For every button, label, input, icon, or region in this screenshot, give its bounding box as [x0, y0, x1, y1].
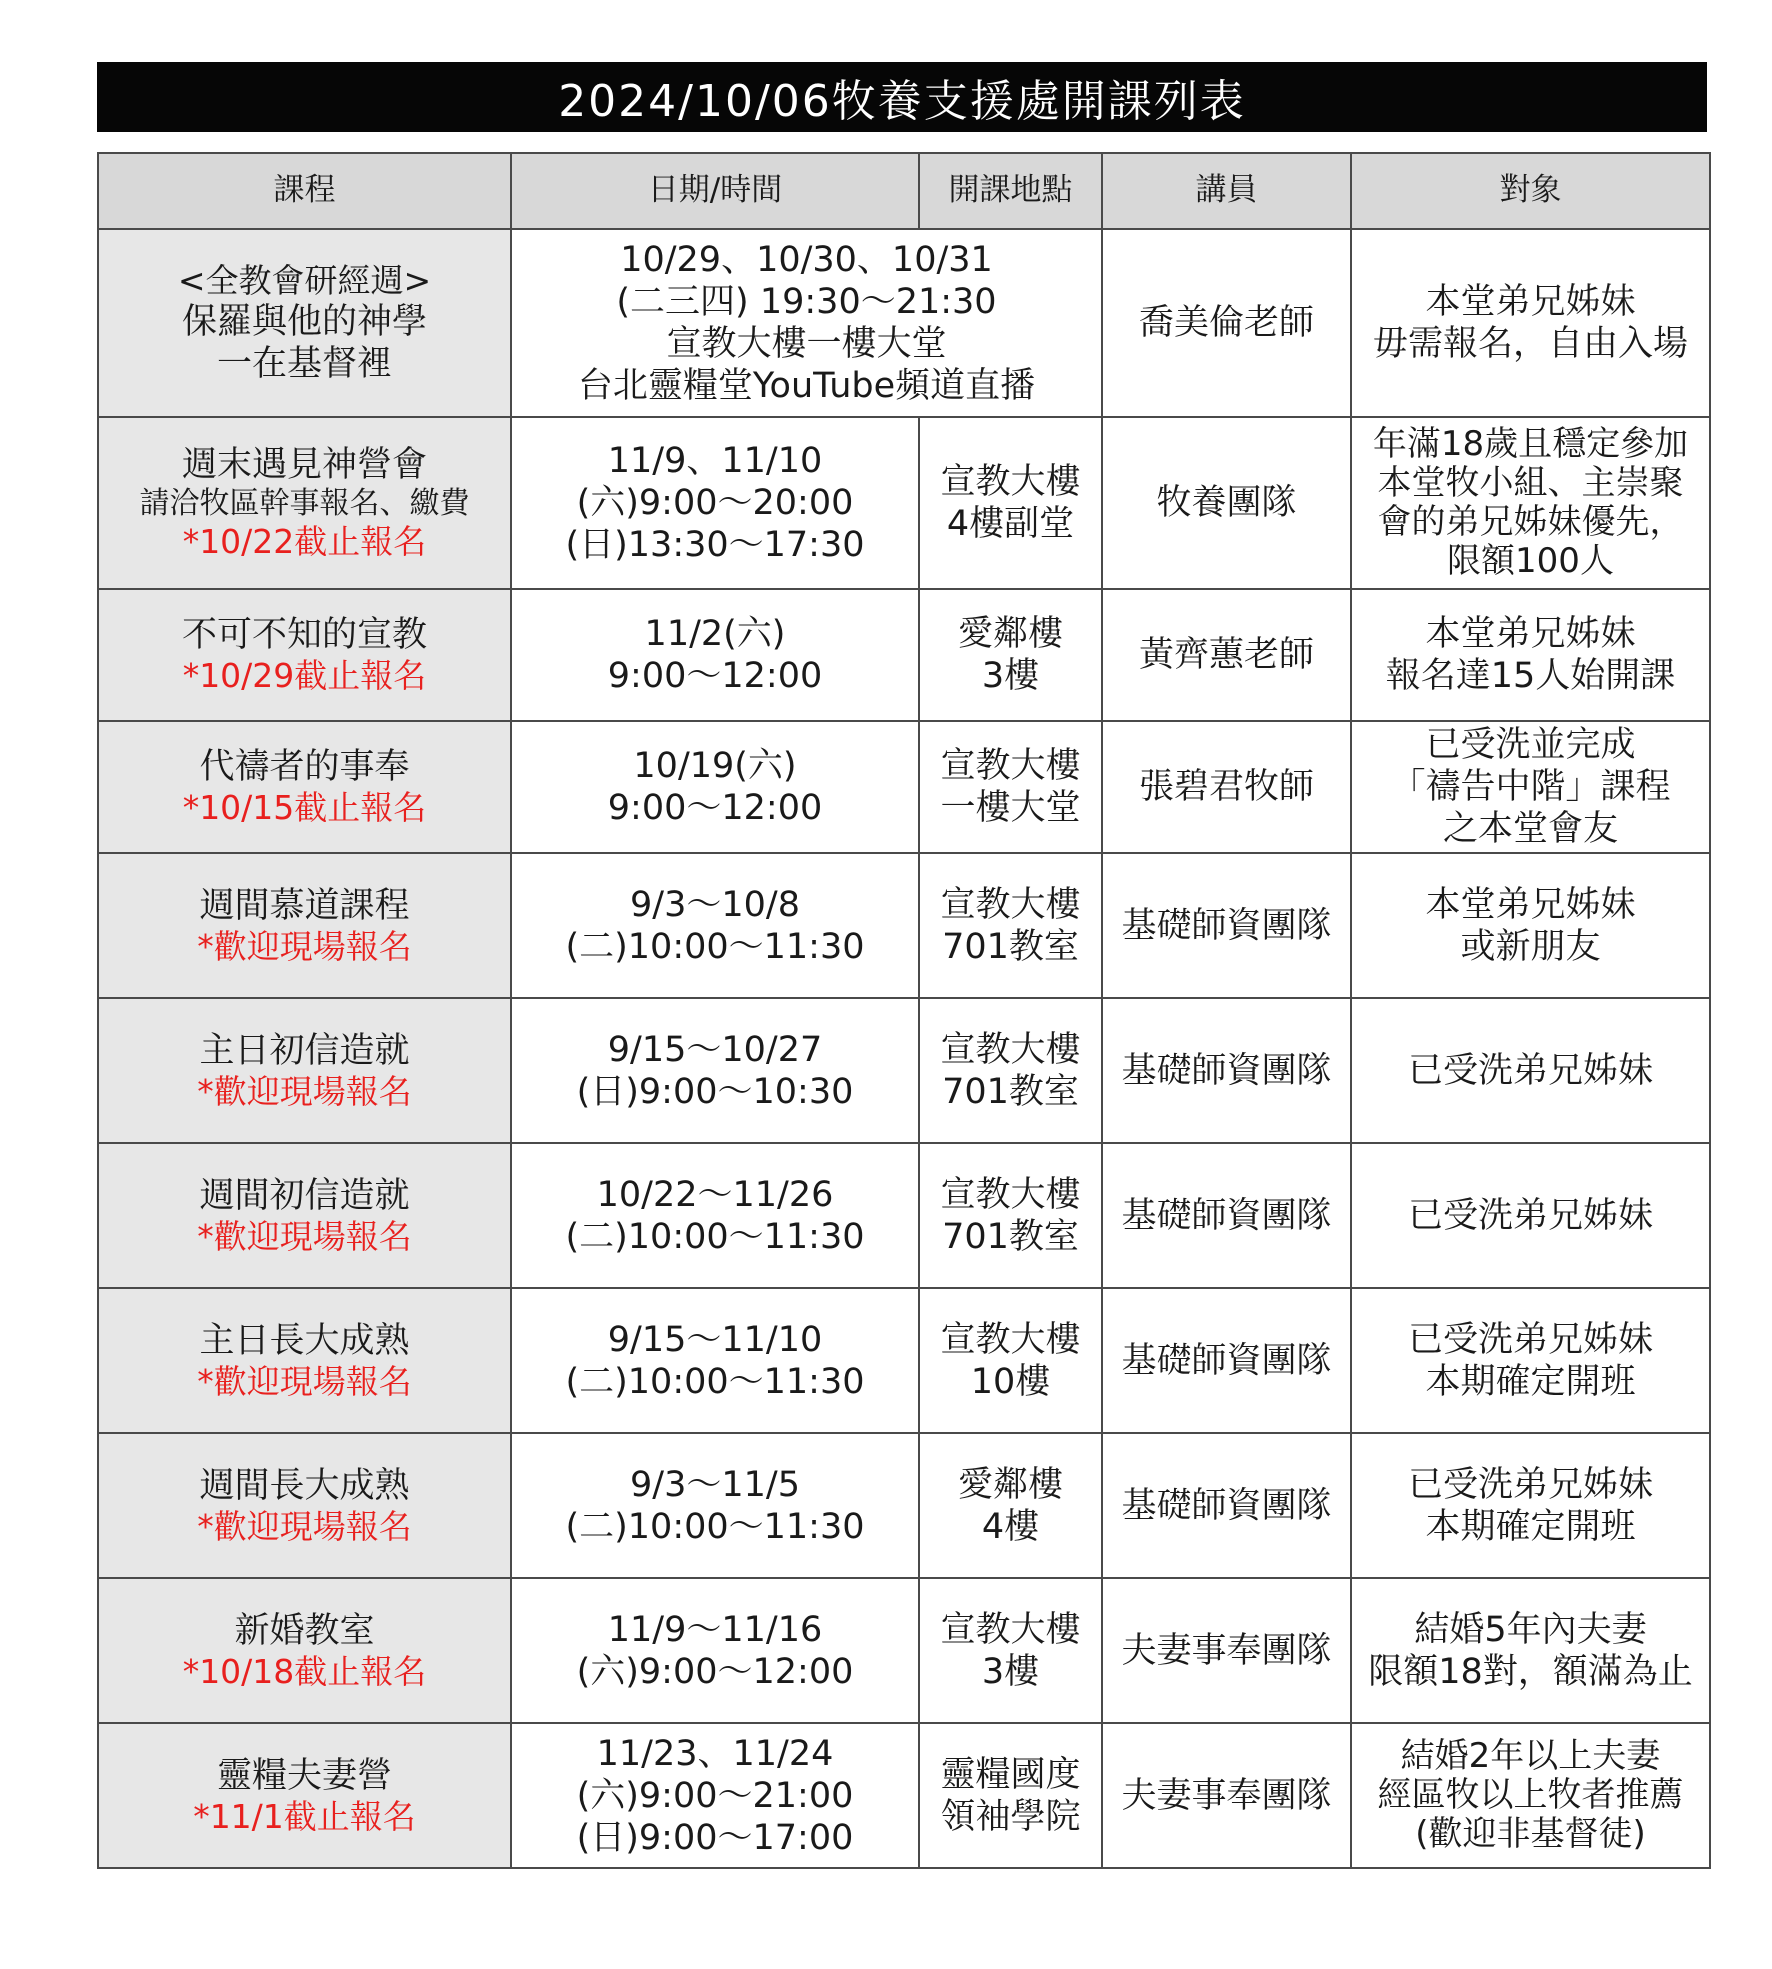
course-cell	[98, 417, 511, 589]
datetime-cell	[511, 417, 919, 589]
target-line: 本堂弟兄姊妹	[1425, 282, 1636, 322]
location-cell	[919, 417, 1102, 589]
table-header-row	[98, 153, 1710, 229]
datetime-cell	[511, 1578, 919, 1723]
course-cell	[98, 1288, 511, 1433]
location-cell	[919, 1288, 1102, 1433]
target-cell	[1351, 1578, 1710, 1723]
target-cell	[1351, 229, 1710, 417]
table-row	[98, 1578, 1710, 1723]
datetime-line: 9/15～11/10	[607, 1319, 823, 1360]
course-cell	[98, 589, 511, 721]
datetime-cell	[511, 1143, 919, 1288]
target-cell	[1351, 1433, 1710, 1578]
speaker-cell: 夫妻事奉團隊	[1102, 1723, 1351, 1868]
speaker-cell: 基礎師資團隊	[1102, 998, 1351, 1143]
speaker-cell: 黃齊蕙老師	[1102, 589, 1351, 721]
table-row	[98, 998, 1710, 1143]
datetime-line: 9/15～10/27	[607, 1029, 823, 1070]
datetime-line: 10/22～11/26	[596, 1174, 834, 1215]
datetime-line: (二)10:00～11:30	[565, 1506, 865, 1547]
datetime-line: (六)9:00～21:00	[576, 1775, 854, 1816]
datetime-line: 11/9、11/10	[607, 441, 823, 481]
table-row	[98, 1723, 1710, 1868]
course-cell	[98, 721, 511, 853]
location-line: 10樓	[970, 1361, 1051, 1402]
location-line: 宣教大樓	[940, 1029, 1081, 1070]
course-cell	[98, 998, 511, 1143]
location-cell	[919, 721, 1102, 853]
speaker-cell: 夫妻事奉團隊	[1102, 1578, 1351, 1723]
datetime-line: (六)9:00～12:00	[576, 1651, 854, 1692]
datetime-line: (日)9:00～10:30	[576, 1071, 854, 1112]
datetime-line: 宣教大樓一樓大堂	[666, 324, 947, 364]
location-line: 宣教大樓	[940, 1609, 1081, 1650]
course-cell	[98, 1433, 511, 1578]
datetime-cell	[511, 721, 919, 853]
course-cell	[98, 1578, 511, 1723]
deadline-note: *歡迎現場報名	[197, 926, 412, 966]
datetime-cell	[511, 229, 1102, 417]
target-line: 年滿18歲且穩定參加	[1372, 423, 1689, 464]
course-line: 週間慕道課程	[199, 885, 410, 926]
target-line: 本堂牧小組、主崇聚	[1377, 462, 1684, 503]
datetime-cell	[511, 853, 919, 998]
target-line: 本期確定開班	[1425, 1361, 1636, 1402]
location-cell	[919, 1723, 1102, 1868]
datetime-line: (六)9:00～20:00	[576, 483, 854, 523]
course-line: 週末遇見神營會	[181, 445, 427, 486]
speaker-cell: 牧養團隊	[1102, 417, 1351, 589]
course-line: 一在基督裡	[216, 343, 392, 384]
datetime-cell	[511, 998, 919, 1143]
header-speaker: 講員	[1102, 153, 1351, 229]
location-cell	[919, 1433, 1102, 1578]
datetime-line: (日)13:30～17:30	[565, 525, 865, 565]
datetime-line: 9/3～11/5	[630, 1464, 800, 1505]
speaker-cell: 喬美倫老師	[1102, 229, 1351, 417]
location-cell	[919, 1143, 1102, 1288]
speaker-cell: 基礎師資團隊	[1102, 853, 1351, 998]
course-line: 請洽牧區幹事報名、繳費	[139, 486, 470, 522]
datetime-line: 11/23、11/24	[596, 1733, 834, 1774]
course-line: 週間長大成熟	[199, 1465, 410, 1506]
course-line: 代禱者的事奉	[199, 747, 410, 788]
speaker-cell: 基礎師資團隊	[1102, 1143, 1351, 1288]
datetime-line: (日)9:00～17:00	[576, 1817, 854, 1858]
course-cell	[98, 853, 511, 998]
target-line: 已受洗弟兄姊妹	[1407, 1464, 1653, 1505]
target-cell	[1351, 1723, 1710, 1868]
deadline-note: *歡迎現場報名	[197, 1361, 412, 1401]
target-line: 限額18對，額滿為止	[1368, 1651, 1693, 1692]
table-row	[98, 853, 1710, 998]
datetime-line: (二)10:00～11:30	[565, 926, 865, 967]
target-cell	[1351, 1288, 1710, 1433]
datetime-line: 台北靈糧堂YouTube頻道直播	[577, 366, 1036, 406]
deadline-note: *10/18截止報名	[182, 1651, 427, 1691]
target-cell	[1351, 721, 1710, 853]
location-line: 愛鄰樓	[957, 1464, 1063, 1505]
target-line: 報名達15人始開課	[1385, 656, 1676, 696]
datetime-line: 10/29、10/30、10/31	[620, 240, 993, 280]
datetime-line: 11/9～11/16	[607, 1609, 823, 1650]
target-cell	[1351, 589, 1710, 721]
location-line: 靈糧國度	[940, 1754, 1081, 1795]
location-line: 愛鄰樓	[957, 614, 1063, 654]
location-line: 701教室	[942, 926, 1079, 967]
target-line: 本堂弟兄姊妹	[1425, 884, 1636, 925]
deadline-note: *11/1截止報名	[193, 1796, 416, 1836]
table-row	[98, 1433, 1710, 1578]
datetime-line: 9/3～10/8	[630, 884, 800, 925]
course-schedule-table	[97, 152, 1711, 1869]
table-row	[98, 589, 1710, 721]
header-course: 課程	[98, 153, 511, 229]
table-row	[98, 229, 1710, 417]
deadline-note: *10/29截止報名	[182, 656, 427, 696]
table-row	[98, 417, 1710, 589]
course-line: 主日初信造就	[199, 1030, 410, 1071]
course-line: 保羅與他的神學	[181, 301, 427, 342]
target-line: 本堂弟兄姊妹	[1425, 614, 1636, 654]
speaker-cell: 基礎師資團隊	[1102, 1288, 1351, 1433]
datetime-line: 10/19(六)	[633, 746, 797, 786]
datetime-line: (二三四) 19:30～21:30	[616, 282, 997, 322]
location-line: 4樓副堂	[946, 504, 1075, 544]
location-cell	[919, 998, 1102, 1143]
target-line: 經區牧以上牧者推薦	[1377, 1774, 1684, 1815]
datetime-line: (二)10:00～11:30	[565, 1216, 865, 1257]
speaker-cell: 張碧君牧師	[1102, 721, 1351, 853]
location-line: 宣教大樓	[940, 746, 1081, 786]
course-line: 靈糧夫妻營	[216, 1755, 392, 1796]
location-line: 宣教大樓	[940, 462, 1081, 502]
target-line: 本期確定開班	[1425, 1506, 1636, 1547]
course-cell	[98, 1723, 511, 1868]
target-cell	[1351, 417, 1710, 589]
deadline-note: *10/22截止報名	[182, 522, 427, 562]
course-line: 週間初信造就	[199, 1175, 410, 1216]
target-cell	[1351, 998, 1710, 1143]
course-line: 新婚教室	[234, 1610, 375, 1651]
datetime-cell	[511, 589, 919, 721]
table-row	[98, 721, 1710, 853]
location-line: 宣教大樓	[940, 884, 1081, 925]
datetime-line: (二)10:00～11:30	[565, 1361, 865, 1402]
deadline-note: *歡迎現場報名	[197, 1071, 412, 1111]
location-line: 4樓	[981, 1506, 1040, 1547]
course-line: 不可不知的宣教	[181, 615, 427, 656]
table-row	[98, 1143, 1710, 1288]
location-line: 3樓	[981, 656, 1040, 696]
table-row	[98, 1288, 1710, 1433]
location-line: 一樓大堂	[940, 788, 1081, 828]
header-location: 開課地點	[919, 153, 1102, 229]
target-line: 已受洗弟兄姊妹	[1407, 1195, 1653, 1236]
location-line: 3樓	[981, 1651, 1040, 1692]
target-cell	[1351, 1143, 1710, 1288]
speaker-cell: 基礎師資團隊	[1102, 1433, 1351, 1578]
course-cell	[98, 1143, 511, 1288]
location-cell	[919, 589, 1102, 721]
target-line: 結婚2年以上夫妻	[1400, 1735, 1661, 1776]
datetime-line: 9:00～12:00	[607, 656, 823, 696]
datetime-line: 9:00～12:00	[607, 788, 823, 828]
location-cell	[919, 1578, 1102, 1723]
target-line: 已受洗弟兄姊妹	[1407, 1319, 1653, 1360]
target-line: 結婚5年內夫妻	[1414, 1609, 1647, 1650]
target-line: 已受洗並完成	[1425, 725, 1636, 765]
datetime-cell	[511, 1433, 919, 1578]
course-line: <全教會研經週>	[177, 261, 432, 301]
deadline-note: *歡迎現場報名	[197, 1216, 412, 1256]
deadline-note: *歡迎現場報名	[197, 1506, 412, 1546]
location-line: 宣教大樓	[940, 1174, 1081, 1215]
target-line: 之本堂會友	[1442, 809, 1618, 849]
target-line: (歡迎非基督徒)	[1415, 1814, 1646, 1855]
datetime-cell	[511, 1723, 919, 1868]
target-line: 限額100人	[1447, 541, 1614, 582]
location-line: 宣教大樓	[940, 1319, 1081, 1360]
course-cell	[98, 229, 511, 417]
target-line: 會的弟兄姊妹優先，	[1377, 502, 1684, 542]
location-line: 701教室	[942, 1216, 1079, 1257]
target-cell	[1351, 853, 1710, 998]
target-line: 或新朋友	[1460, 926, 1601, 967]
datetime-line: 11/2(六)	[644, 614, 786, 654]
page-title: 2024/10/06牧養支援處開課列表	[97, 62, 1707, 132]
location-cell	[919, 853, 1102, 998]
header-target: 對象	[1351, 153, 1710, 229]
target-line: 毋需報名，自由入場	[1372, 324, 1688, 364]
location-line: 701教室	[942, 1071, 1079, 1112]
deadline-note: *10/15截止報名	[182, 788, 427, 828]
datetime-cell	[511, 1288, 919, 1433]
header-datetime: 日期/時間	[511, 153, 919, 229]
target-line: 已受洗弟兄姊妹	[1407, 1050, 1653, 1091]
location-line: 領袖學院	[940, 1796, 1081, 1837]
course-line: 主日長大成熟	[199, 1320, 410, 1361]
target-line: 「禱告中階」課程	[1390, 767, 1671, 807]
